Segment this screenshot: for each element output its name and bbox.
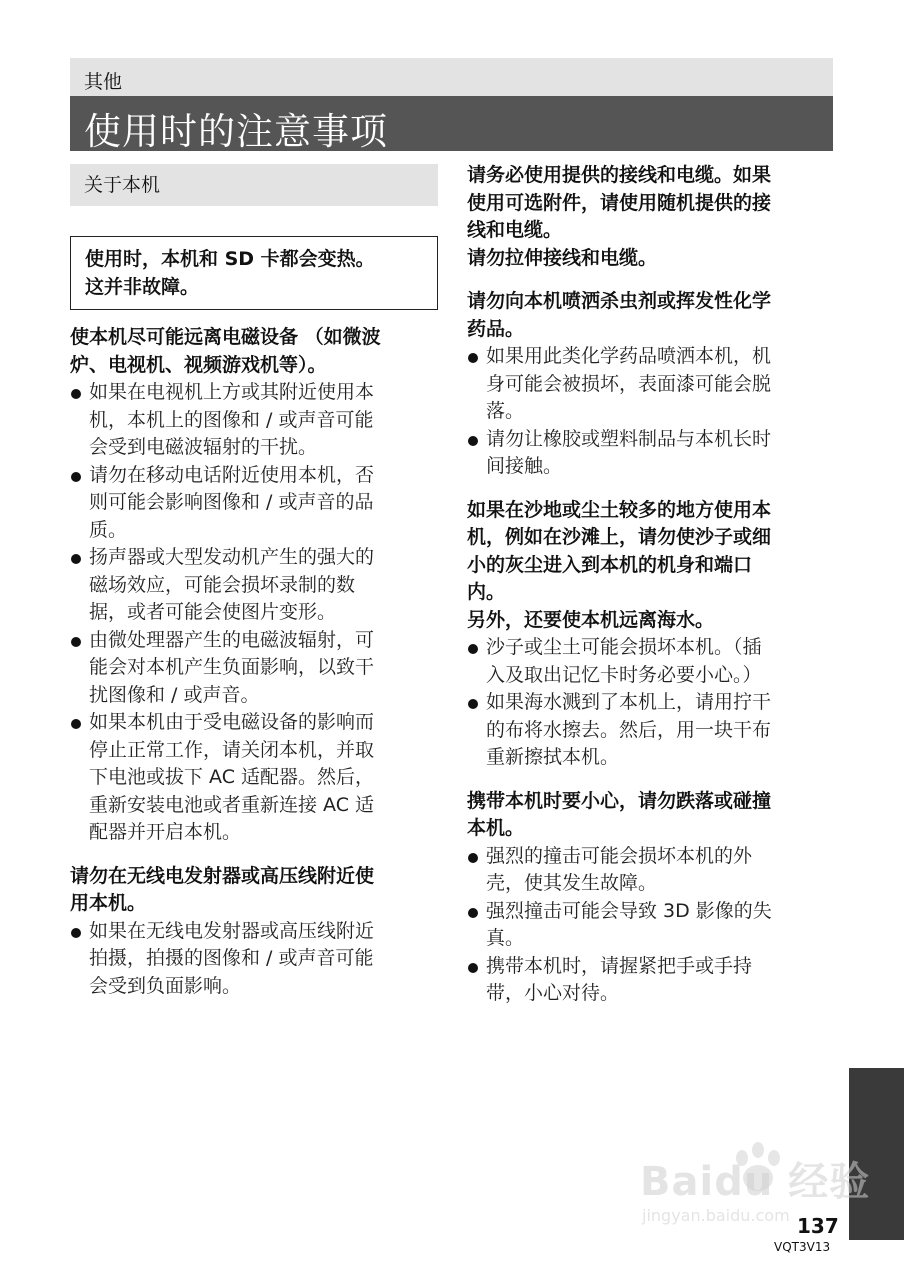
right-blocks [467, 162, 833, 1008]
list-item-text: 请勿让橡胶或塑料制品与本机长时 [486, 427, 772, 450]
bullet-icon [71, 719, 81, 729]
list-item-text: 会受到电磁波辐射的干扰。 [89, 436, 318, 458]
list-item-text: 如果海水溅到了本机上，请用拧干 [486, 691, 772, 713]
left-blocks [70, 324, 438, 1000]
block-heading: 另外，还要使本机远离海水。 [467, 608, 715, 631]
bullet-icon [468, 699, 478, 709]
list-item-text: 身可能会被损坏，表面漆可能会脱 [486, 372, 772, 395]
list-item-text: 强烈撞击可能会导致 3D 影像的失 [486, 899, 772, 922]
text-block [467, 497, 833, 772]
text-block [467, 162, 833, 272]
left-column [70, 164, 438, 1000]
block-heading: 本机。 [467, 817, 525, 839]
list-item [70, 379, 438, 462]
block-heading: 用本机。 [70, 892, 147, 914]
block-heading: 请勿拉伸接线和电缆。 [467, 246, 658, 269]
list-item-text: 拍摄，拍摄的图像和 / 或声音可能 [89, 947, 374, 969]
bullet-list [467, 634, 833, 772]
notice-line: 使用时，本机和 SD 卡都会变热。 [85, 248, 375, 270]
list-item-text: 重新安装电池或者重新连接 AC 适 [89, 793, 375, 816]
list-item-text: 壳，使其发生故障。 [486, 872, 658, 894]
block-heading: 请勿向本机喷洒杀虫剂或挥发性化学 [467, 290, 772, 312]
list-item-text: 会受到负面影响。 [89, 974, 242, 997]
category-label: 其他 [84, 71, 123, 93]
list-item [70, 462, 438, 545]
list-item-text: 据，或者可能会使图片变形。 [89, 601, 337, 623]
watermark-url: jingyan.baidu.com [642, 1206, 790, 1225]
list-item-text: 则可能会影响图像和 / 或声音的品 [89, 491, 374, 513]
page-number: 137 [797, 1214, 839, 1238]
block-heading: 内。 [467, 581, 506, 603]
list-item-text: 扬声器或大型发动机产生的强大的 [89, 546, 375, 568]
list-item [467, 953, 833, 1008]
text-block [467, 788, 833, 1008]
category-bar [70, 58, 833, 96]
block-heading: 机，例如在沙滩上，请勿使沙子或细 [467, 526, 772, 548]
text-block [70, 324, 438, 847]
notice-line: 这并非故障。 [85, 276, 200, 298]
list-item [70, 544, 438, 627]
bullet-icon [468, 644, 478, 654]
list-item [467, 343, 833, 426]
list-item-text: 重新擦拭本机。 [486, 746, 620, 768]
list-item-text: 入及取出记忆卡时务必要小心。） [486, 663, 762, 686]
block-heading: 使本机尽可能远离电磁设备 （如微波 [70, 326, 381, 348]
list-item-text: 如果在电视机上方或其附近使用本 [89, 381, 375, 403]
bullet-icon [71, 928, 81, 938]
list-item [467, 843, 833, 898]
list-item-text: 磁场效应，可能会损坏录制的数 [89, 573, 356, 596]
bullet-icon [71, 389, 81, 399]
bullet-list [467, 843, 833, 1008]
document-code: VQT3V13 [774, 1240, 831, 1254]
block-heading: 线和电缆。 [467, 219, 563, 241]
right-column [467, 162, 833, 1008]
list-item [70, 918, 438, 1001]
list-item-text: 如果在无线电发射器或高压线附近 [89, 919, 375, 942]
list-item-text: 如果本机由于受电磁设备的影响而 [89, 711, 375, 733]
bullet-icon [71, 554, 81, 564]
list-item-text: 由微处理器产生的电磁波辐射，可 [89, 628, 375, 651]
bullet-icon [468, 353, 478, 363]
list-item-text: 停止正常工作，请关闭本机，并取 [89, 738, 375, 761]
list-item-text: 携带本机时，请握紧把手或手持 [486, 954, 753, 977]
bullet-icon [468, 853, 478, 863]
bullet-list [467, 343, 833, 481]
list-item [467, 689, 833, 772]
list-item-text: 的布将水擦去。然后，用一块干布 [486, 718, 772, 741]
block-heading: 小的灰尘进入到本机的机身和端口 [467, 553, 753, 576]
bullet-list [70, 379, 438, 847]
list-item-text: 带，小心对待。 [486, 982, 620, 1004]
text-block [70, 863, 438, 1001]
list-item [467, 898, 833, 953]
list-item [467, 634, 833, 689]
list-item [70, 627, 438, 710]
block-heading: 炉、电视机、视频游戏机等）。 [70, 353, 327, 376]
list-item-text: 扰图像和 / 或声音。 [89, 683, 260, 706]
list-item-text: 落。 [486, 400, 525, 422]
section-header: 关于本机 [70, 164, 438, 206]
list-item-text: 能会对本机产生负面影响，以致干 [89, 656, 375, 678]
list-item [70, 709, 438, 847]
block-heading: 携带本机时要小心，请勿跌落或碰撞 [467, 789, 772, 812]
list-item-text: 沙子或尘土可能会损坏本机。（插 [486, 636, 762, 658]
bullet-icon [468, 963, 478, 973]
list-item-text: 下电池或拔下 AC 适配器。然后， [89, 766, 375, 788]
block-heading: 药品。 [467, 317, 525, 340]
bullet-icon [71, 472, 81, 482]
bullet-icon [468, 436, 478, 446]
list-item-text: 真。 [486, 927, 525, 949]
bullet-list [70, 918, 438, 1001]
page-title: 使用时的注意事项 [84, 110, 388, 153]
list-item-text: 强烈的撞击可能会损坏本机的外 [486, 844, 753, 867]
list-item-text: 间接触。 [486, 455, 563, 477]
list-item-text: 配器并开启本机。 [89, 821, 242, 843]
block-heading: 使用可选附件，请使用随机提供的接 [467, 191, 772, 214]
block-heading: 如果在沙地或尘土较多的地方使用本 [467, 498, 772, 521]
text-block [467, 288, 833, 481]
list-item-text: 质。 [89, 518, 128, 541]
block-heading: 请务必使用提供的接线和电缆。如果 [467, 164, 772, 186]
bullet-icon [71, 637, 81, 647]
watermark-brand: Baidu 经验 [640, 1159, 871, 1205]
list-item [467, 426, 833, 481]
list-item-text: 机，本机上的图像和 / 或声音可能 [89, 408, 374, 431]
list-item-text: 请勿在移动电话附近使用本机，否 [89, 463, 375, 486]
title-bar [70, 96, 833, 151]
notice-box [70, 236, 438, 310]
block-heading: 请勿在无线电发射器或高压线附近使 [70, 864, 375, 887]
bullet-icon [468, 908, 478, 918]
list-item-text: 如果用此类化学药品喷洒本机，机 [486, 345, 772, 367]
